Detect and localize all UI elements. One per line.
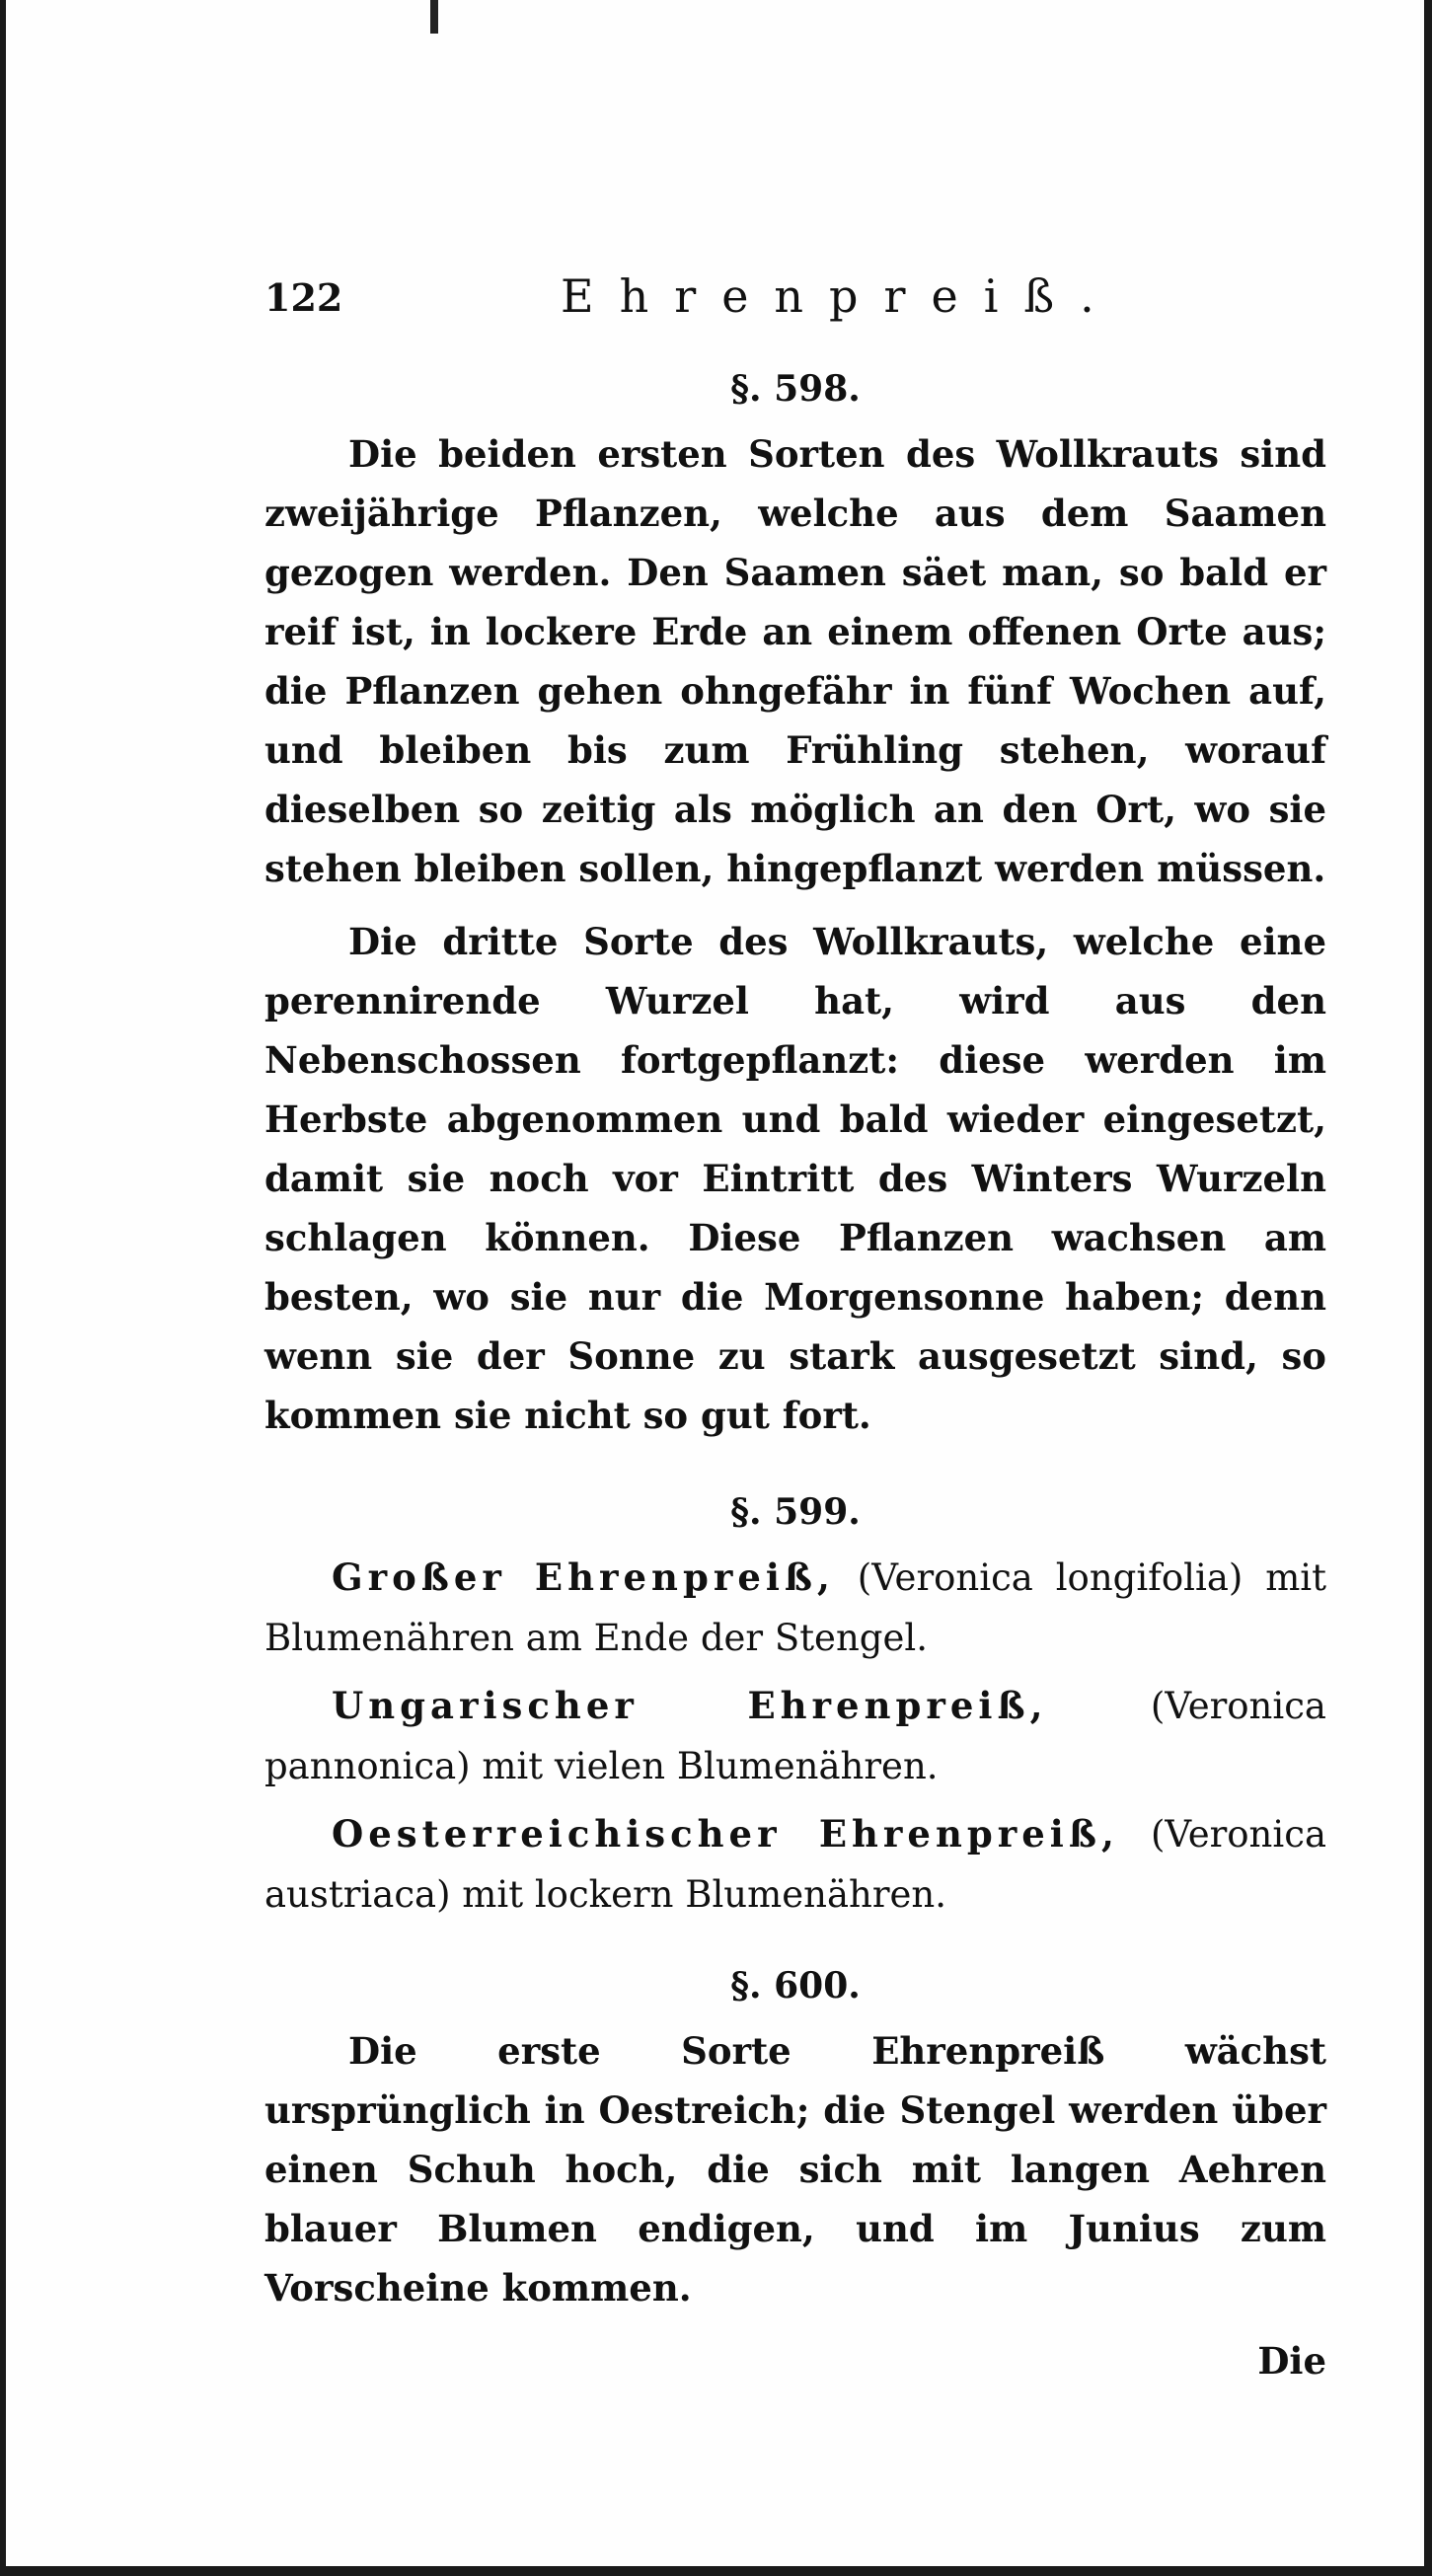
- page-header: [264, 266, 1326, 336]
- paragraph: Die erste Sorte Ehrenpreiß wächst ursprünglich in Oestreich; die Stengel werden über einen Schuh hoch, die sich mit langen Aehren blauer Blumen endigen, und im Junius zum Vorscheine kommen.: [264, 2029, 1326, 2310]
- species-description: (Veronica longifolia) mit Blumenähren am Ende der Stengel.: [264, 1556, 1326, 1659]
- species-name: Ungarischer Ehrenpreiß,: [332, 1684, 1048, 1727]
- section-heading-598: §. 598.: [730, 368, 861, 410]
- species-name: Oesterreichischer Ehrenpreiß,: [332, 1812, 1119, 1856]
- running-title: Ehrenpreiß.: [561, 269, 1120, 323]
- section-heading-600: §. 600.: [730, 1965, 861, 2007]
- species-entry: [264, 1548, 1326, 1668]
- species-entry: [264, 1676, 1326, 1796]
- paragraph: Die dritte Sorte des Wollkrauts, welche eine perennirende Wurzel hat, wird aus den Nebenschossen fortgepflanzt: diese werden im Herbste abgenommen und bald wieder eingesetzt, damit sie noch vor Eintritt des Winters Wurzeln schlagen können. Diese Pflanzen wachsen am besten, wo sie nur die Morgensonne haben; denn wenn sie der Sonne zu stark ausgesetzt sind, so kommen sie nicht so gut fort.: [264, 920, 1326, 1437]
- page-text: [264, 266, 1326, 2390]
- section-heading-599: §. 599.: [730, 1491, 861, 1533]
- species-description: (Veronica austriaca) mit lockern Blumenähren.: [264, 1813, 1327, 1916]
- page-number: 122: [264, 275, 343, 320]
- species-name: Großer Ehrenpreiß,: [332, 1555, 835, 1599]
- paragraph: Die beiden ersten Sorten des Wollkrauts sind zweijährige Pflanzen, welche aus dem Saamen gezogen werden. Den Saamen säet man, so bald er reif ist, in lockere Erde an einem offenen Orte aus; die Pflanzen gehen ohngefähr in fünf Wochen auf, und bleiben bis zum Frühling stehen, worauf dieselben so zeitig als möglich an den Ort, wo sie stehen bleiben sollen, hingepflanzt werden müssen.: [264, 432, 1326, 890]
- species-description: (Veronica pannonica) mit vielen Blumenähren.: [264, 1685, 1326, 1787]
- species-entry: [264, 1804, 1326, 1925]
- catchword: Die: [1257, 2339, 1326, 2383]
- binding-mark: [430, 0, 438, 34]
